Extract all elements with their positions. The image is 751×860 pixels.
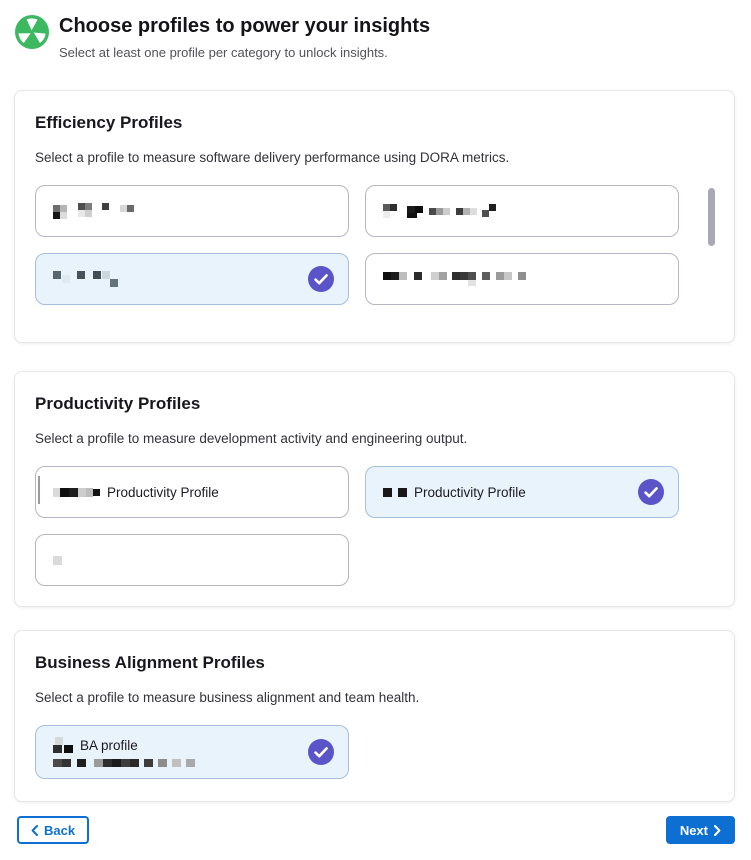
profile-card-grid bbox=[35, 725, 714, 779]
profile-card-label: Productivity Profile bbox=[414, 484, 526, 500]
back-button[interactable] bbox=[17, 816, 89, 844]
redacted-text-blocks bbox=[53, 271, 118, 287]
section-description: Select a profile to measure software delivery performance using DORA metrics. bbox=[35, 150, 510, 165]
profile-card-grid bbox=[35, 185, 714, 305]
redacted-text-blocks bbox=[53, 759, 195, 767]
redacted-text-blocks bbox=[53, 737, 73, 753]
redacted-text-blocks bbox=[53, 488, 100, 497]
redacted-text-blocks bbox=[383, 488, 407, 497]
selected-check-icon bbox=[308, 739, 334, 765]
section-efficiency-profiles bbox=[14, 90, 735, 343]
section-business-alignment-profiles bbox=[14, 630, 735, 802]
selected-check-icon bbox=[638, 479, 664, 505]
profile-card[interactable] bbox=[35, 185, 349, 237]
section-title: Efficiency Profiles bbox=[35, 113, 183, 132]
page-subtitle: Select at least one profile per category to unlock insights. bbox=[59, 45, 388, 60]
selected-check-icon bbox=[308, 266, 334, 292]
scrollbar-thumb[interactable] bbox=[708, 188, 715, 246]
section-title: Business Alignment Profiles bbox=[35, 653, 265, 672]
page-header bbox=[15, 13, 430, 60]
next-button-label: Next bbox=[679, 822, 708, 838]
wizard-footer bbox=[0, 816, 751, 844]
profile-card-selected[interactable] bbox=[35, 725, 349, 779]
next-button[interactable] bbox=[666, 816, 735, 844]
profile-card-selected[interactable] bbox=[365, 466, 679, 518]
redacted-caret-bar bbox=[38, 476, 40, 504]
chevron-right-icon bbox=[714, 825, 721, 836]
profile-card-selected[interactable] bbox=[35, 253, 349, 305]
profile-card-label: BA profile bbox=[80, 737, 138, 753]
profile-card-grid bbox=[35, 466, 714, 586]
redacted-text-blocks bbox=[53, 203, 134, 219]
profile-card[interactable] bbox=[365, 253, 679, 305]
redacted-text-blocks bbox=[383, 272, 526, 286]
profile-card[interactable] bbox=[365, 185, 679, 237]
page-title: Choose profiles to power your insights bbox=[59, 15, 431, 37]
redacted-text-blocks bbox=[383, 204, 496, 218]
section-description: Select a profile to measure business alignment and team health. bbox=[35, 690, 420, 705]
section-title: Productivity Profiles bbox=[35, 394, 201, 413]
chevron-left-icon bbox=[31, 825, 38, 836]
back-button-label: Back bbox=[44, 822, 76, 838]
profile-card[interactable] bbox=[35, 534, 349, 586]
profile-card-label: Productivity Profile bbox=[107, 484, 219, 500]
section-description: Select a profile to measure development activity and engineering output. bbox=[35, 431, 468, 446]
section-productivity-profiles bbox=[14, 371, 735, 607]
app-logo-icon bbox=[15, 15, 49, 49]
profile-card[interactable] bbox=[35, 466, 349, 518]
redacted-text-blocks bbox=[53, 556, 62, 565]
